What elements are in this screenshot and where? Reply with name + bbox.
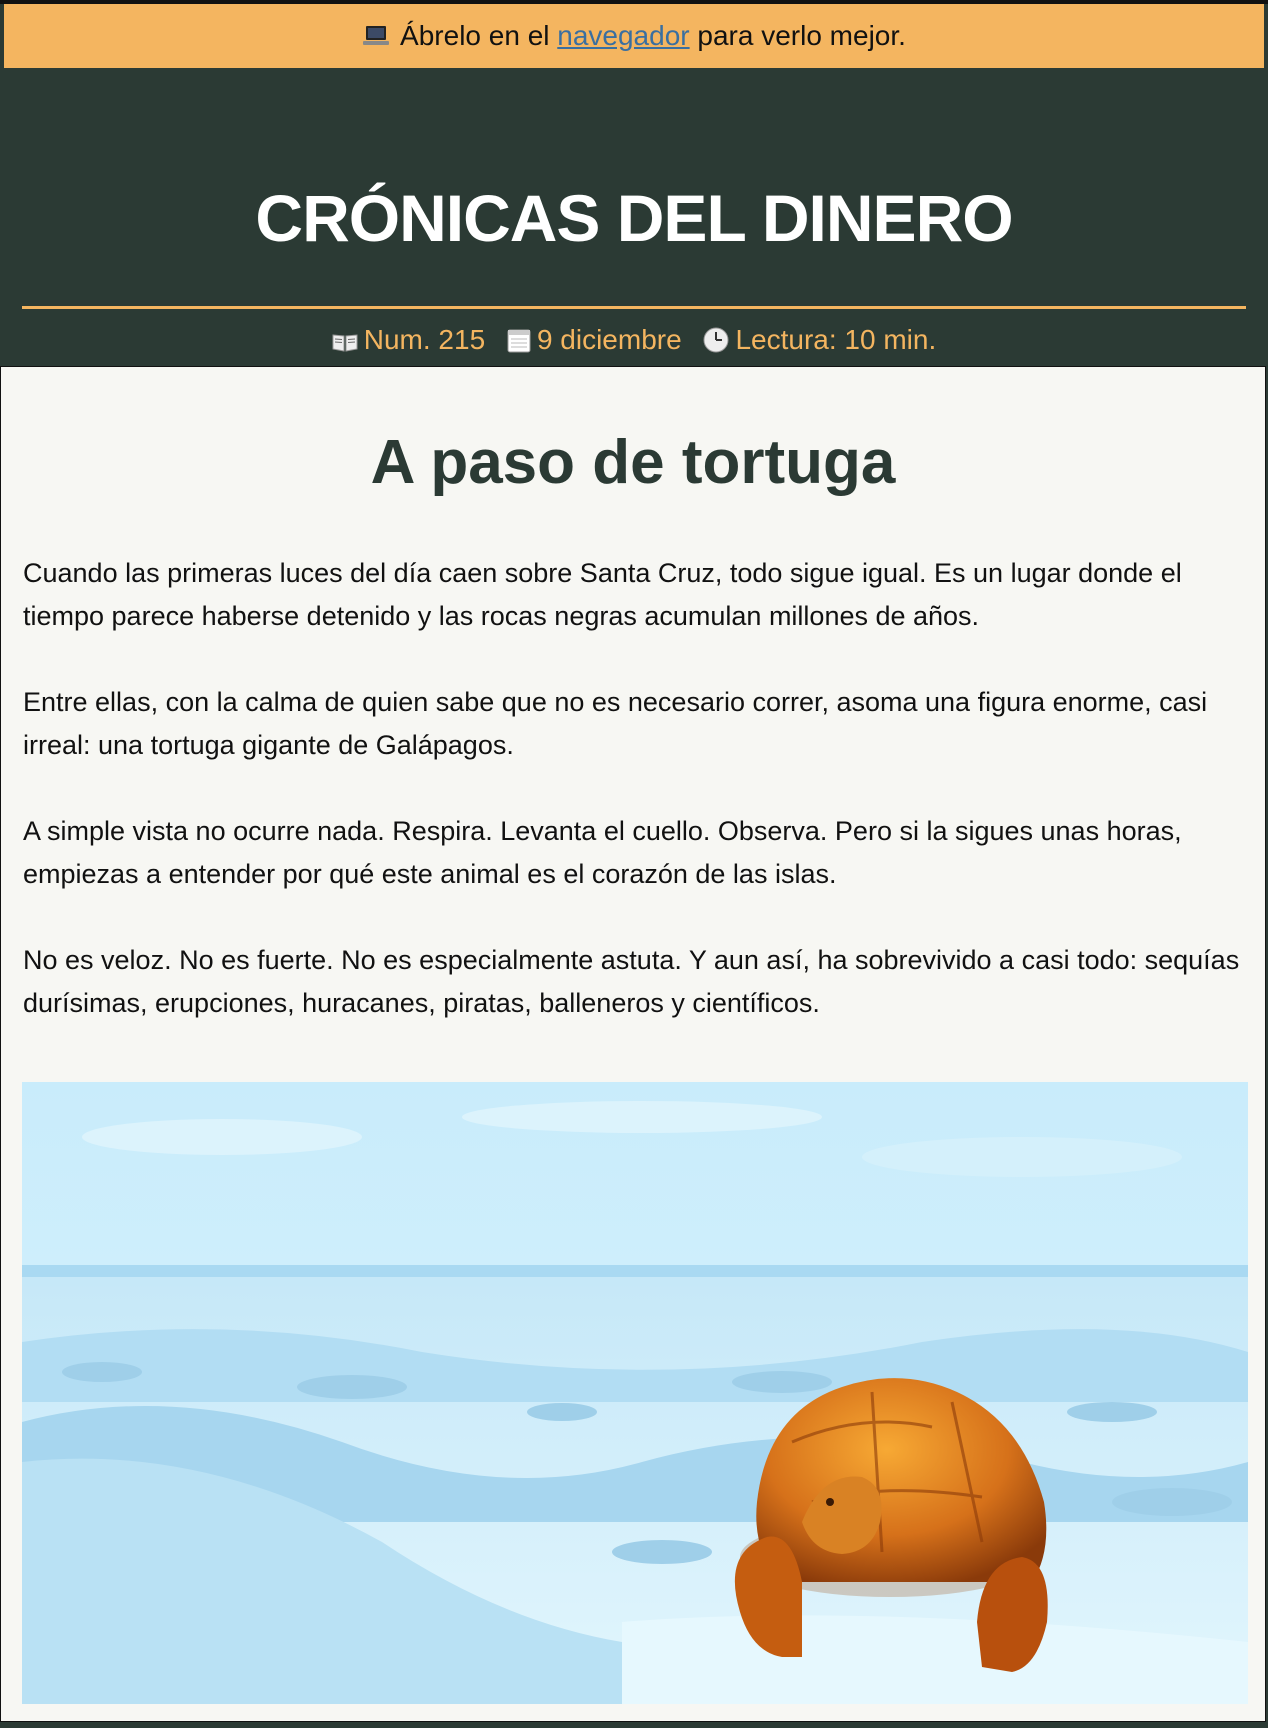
browser-banner [4,4,1264,68]
newsletter-header [4,68,1264,366]
browser-link[interactable]: navegador [557,20,690,51]
article-paragraph: A simple vista no ocurre nada. Respira. Levanta el cuello. Observa. Pero si la sigues unas horas, empiezas a entender por qué este animal es el corazón de las islas. [23,816,1182,889]
issue-meta [4,320,1264,360]
issue-number: Num. 215 [363,324,486,355]
reading-time: Lectura: 10 min. [735,324,937,355]
header-divider [22,306,1246,309]
banner-text-after: para verlo mejor. [697,20,906,51]
banner-text-before: Ábrelo en el [400,20,550,51]
laptop-icon [362,7,390,71]
open-book-icon [332,324,358,364]
article-container [0,366,1266,1722]
masthead-title: CRÓNICAS DEL DINERO [255,181,1013,255]
clock-icon [703,324,729,364]
article-paragraph: No es veloz. No es fuerte. No es especialmente astuta. Y aun así, ha sobrevivido a casi todo: sequías durísimas, erupciones, huracanes, piratas, balleneros y científicos. [23,945,1240,1018]
article-paragraph: Cuando las primeras luces del día caen sobre Santa Cruz, todo sigue igual. Es un lugar donde el tiempo parece haberse detenido y las rocas negras acumulan millones de años. [23,558,1182,631]
issue-date: 9 diciembre [536,324,682,355]
article-paragraph: Entre ellas, con la calma de quien sabe que no es necesario correr, asoma una figura enorme, casi irreal: una tortuga gigante de Galápagos. [23,687,1208,760]
article-title: A paso de tortuga [370,428,896,497]
article-body [23,552,1245,1068]
calendar-icon [507,324,531,364]
hero-image [22,1082,1248,1704]
